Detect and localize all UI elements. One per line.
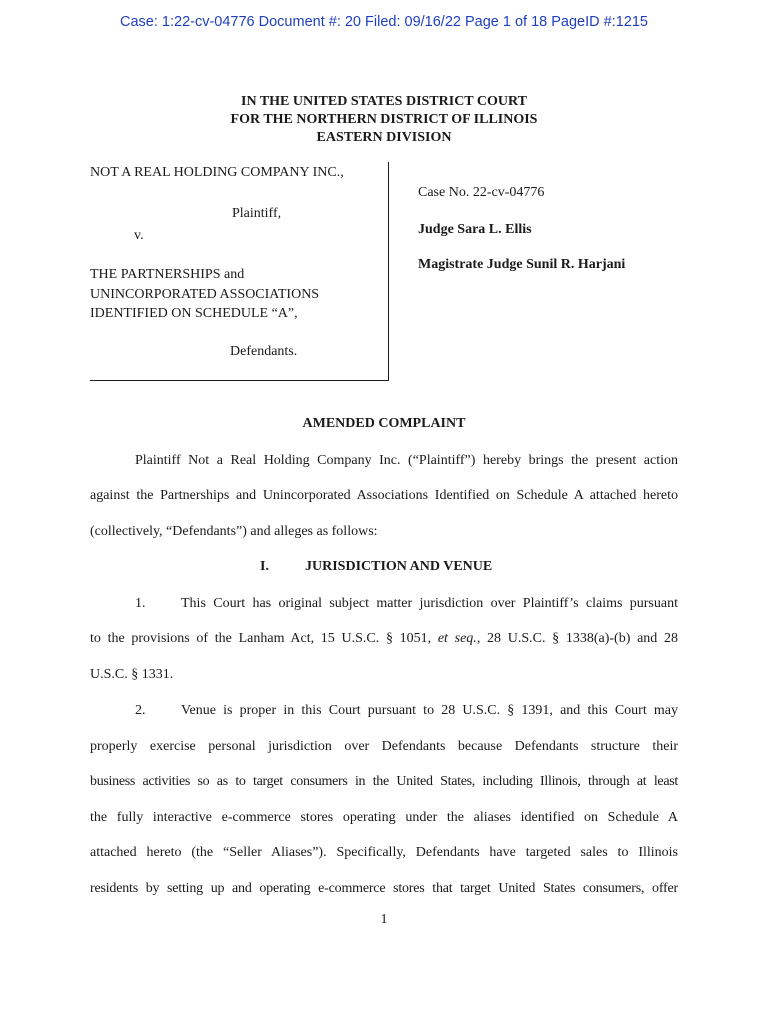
citation-text: to the provisions of the Lanham Act, 15 U.S.C. § 1051, bbox=[90, 631, 432, 646]
citation-text: , 28 U.S.C. § 1338(a)-(b) and 28 bbox=[476, 631, 678, 646]
plaintiff-name: NOT A REAL HOLDING COMPANY INC., bbox=[90, 165, 344, 180]
judge-name: Judge Sara L. Ellis bbox=[418, 222, 532, 237]
paragraph-number: 2. bbox=[135, 703, 146, 718]
paragraph-line: the fully interactive e-commerce stores operating under the aliases identified on Schedule A bbox=[90, 810, 678, 825]
paragraph-line: U.S.C. § 1331. bbox=[90, 667, 174, 682]
case-caption-parties bbox=[90, 162, 389, 381]
paragraph-line: This Court has original subject matter jurisdiction over Plaintiff’s claims pursuant bbox=[181, 596, 678, 611]
paragraph-number: 1. bbox=[135, 596, 146, 611]
section-number: I. bbox=[260, 559, 269, 574]
paragraph-line: properly exercise personal jurisdiction over Defendants because Defendants structure their bbox=[90, 739, 678, 754]
citation-italic: et seq. bbox=[437, 631, 477, 646]
paragraph-line: Venue is proper in this Court pursuant to 28 U.S.C. § 1391, and this Court may bbox=[181, 703, 678, 718]
intro-line: Plaintiff Not a Real Holding Company Inc. (“Plaintiff”) hereby brings the present action bbox=[135, 453, 678, 468]
court-heading-line: FOR THE NORTHERN DISTRICT OF ILLINOIS bbox=[230, 112, 538, 127]
defendant-name-line: THE PARTNERSHIPS and bbox=[90, 267, 245, 282]
defendant-name-line: UNINCORPORATED ASSOCIATIONS bbox=[90, 287, 320, 302]
magistrate-judge-name: Magistrate Judge Sunil R. Harjani bbox=[418, 257, 626, 272]
document-title: AMENDED COMPLAINT bbox=[302, 416, 466, 431]
paragraph-line: attached hereto (the “Seller Aliases”). Specifically, Defendants have targeted sales to Illinois bbox=[90, 845, 678, 860]
versus-label: v. bbox=[134, 228, 144, 243]
intro-line: (collectively, “Defendants”) and alleges as follows: bbox=[90, 524, 378, 539]
plaintiff-label: Plaintiff, bbox=[232, 206, 282, 221]
court-heading bbox=[0, 93, 768, 147]
paragraph-line: residents by setting up and operating e-commerce stores that target United States consumers, offer bbox=[90, 881, 678, 896]
intro-line: against the Partnerships and Unincorporated Associations Identified on Schedule A attached hereto bbox=[90, 488, 678, 503]
defendant-name-line: IDENTIFIED ON SCHEDULE “A”, bbox=[90, 306, 298, 321]
court-heading-line: IN THE UNITED STATES DISTRICT COURT bbox=[241, 94, 527, 109]
section-title: JURISDICTION AND VENUE bbox=[305, 559, 493, 574]
court-heading-line: EASTERN DIVISION bbox=[316, 130, 452, 145]
page-number: 1 bbox=[380, 912, 388, 927]
paragraph-line-with-citation bbox=[90, 631, 678, 647]
paragraph-line: business activities so as to target consumers in the United States, including Illinois, through at least bbox=[90, 774, 678, 789]
case-number: Case No. 22-cv-04776 bbox=[418, 185, 545, 200]
defendants-label: Defendants. bbox=[230, 344, 298, 359]
ecf-header-stamp: Case: 1:22-cv-04776 Document #: 20 Filed: 09/16/22 Page 1 of 18 PageID #:1215 bbox=[120, 14, 648, 30]
